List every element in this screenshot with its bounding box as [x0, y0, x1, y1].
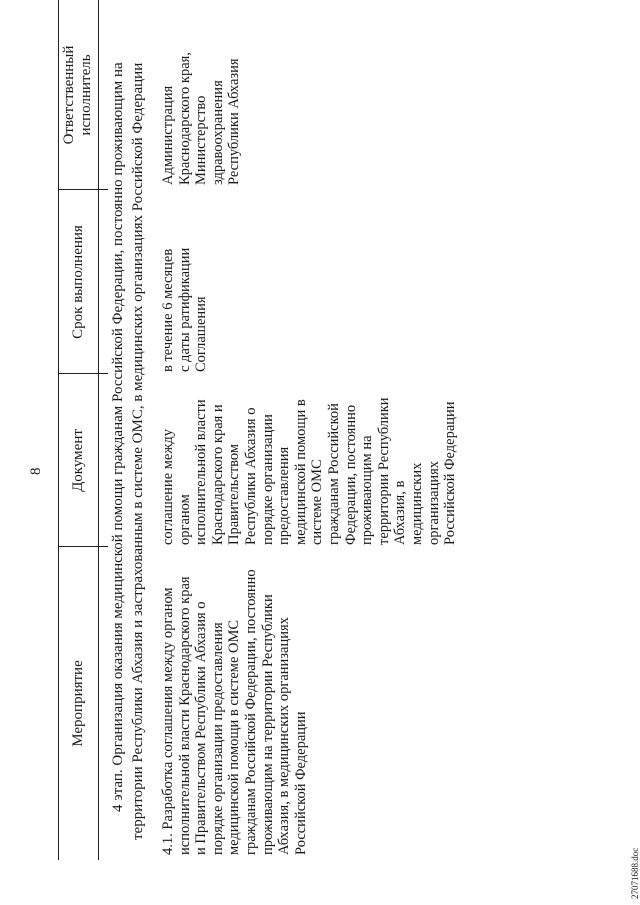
deadline-line: Соглашения — [193, 296, 210, 372]
document-line: гражданам Российской — [325, 403, 342, 545]
document-line: проживающим на — [359, 435, 376, 545]
document-line: медицинской помощи в — [292, 399, 309, 545]
document-code: 27071688.doc — [630, 847, 640, 899]
deadline-line: в течение 6 месяцев — [160, 248, 176, 372]
page-number: 8 — [28, 467, 44, 475]
document-line: Федерации, постоянно — [342, 404, 359, 545]
activity-line: и Правительством Республики Абхазия о — [193, 601, 210, 855]
document-line: Российской Федерации — [442, 401, 459, 545]
document-line: системе ОМС — [309, 459, 326, 545]
responsible-line: Краснодарского края, — [176, 52, 193, 185]
document-line: Республики Абхазия о — [242, 407, 259, 545]
cell-document — [160, 375, 459, 545]
responsible-line: Республики Абхазия — [226, 58, 243, 185]
header-responsible-line: Ответственный — [61, 45, 77, 145]
header-deadline-label: Срок выполнения — [70, 225, 86, 339]
table-header-bottom-border — [98, 0, 99, 860]
document-line: предоставления — [276, 446, 293, 545]
document-line: медицинских — [408, 462, 425, 545]
document-line: Абхазия, в — [392, 480, 409, 545]
document-line: Правительством — [226, 443, 243, 545]
header-document — [70, 374, 87, 547]
cell-responsible — [160, 5, 243, 185]
responsible-line: здравоохранения — [209, 80, 226, 185]
document-line: соглашение между — [160, 428, 176, 545]
header-responsible-line: исполнитель — [78, 54, 94, 136]
table-top-border — [58, 0, 59, 860]
document-line: территории Республики — [375, 397, 392, 545]
document-line: органом — [176, 494, 193, 545]
activity-line: Абхазия, в медицинских организациях — [276, 617, 293, 855]
header-activity-label: Мероприятие — [70, 660, 86, 747]
activity-line: исполнительной власти Краснодарского края — [176, 576, 193, 855]
header-responsible — [61, 0, 95, 190]
document-line: порядке организации — [259, 414, 276, 545]
cell-activity — [160, 550, 309, 855]
stage-title — [108, 40, 148, 840]
activity-line: 4.1. Разработка соглашения между органом — [160, 587, 176, 855]
document-line: Краснодарского края и — [209, 404, 226, 545]
deadline-line: с даты ратификации — [176, 247, 193, 372]
responsible-line: Министерство — [193, 95, 210, 185]
activity-line: проживающим на территории Республики — [259, 594, 276, 855]
activity-line: порядке организации предоставления — [209, 622, 226, 855]
stage-title-line: территории Республики Абхазия и застрахованным в системе ОМС, в медицинских организациях Российской Федерации — [130, 62, 146, 840]
document-line: исполнительной власти — [193, 399, 210, 545]
cell-deadline — [160, 192, 210, 372]
activity-line: Российской Федерации — [292, 711, 309, 855]
stage-title-line: 4 этап. Организация оказания медицинской помощи гражданам Российской Федерации, постоянно проживающим на — [110, 62, 126, 812]
activity-line: гражданам Российской Федерации, постоянно — [242, 569, 259, 855]
responsible-line: Администрация — [160, 85, 176, 185]
document-line: организациях — [425, 460, 442, 545]
header-deadline — [70, 190, 87, 374]
header-document-label: Документ — [70, 429, 86, 492]
header-activity — [70, 547, 87, 860]
activity-line: медицинской помощи в системе ОМС — [226, 619, 243, 855]
